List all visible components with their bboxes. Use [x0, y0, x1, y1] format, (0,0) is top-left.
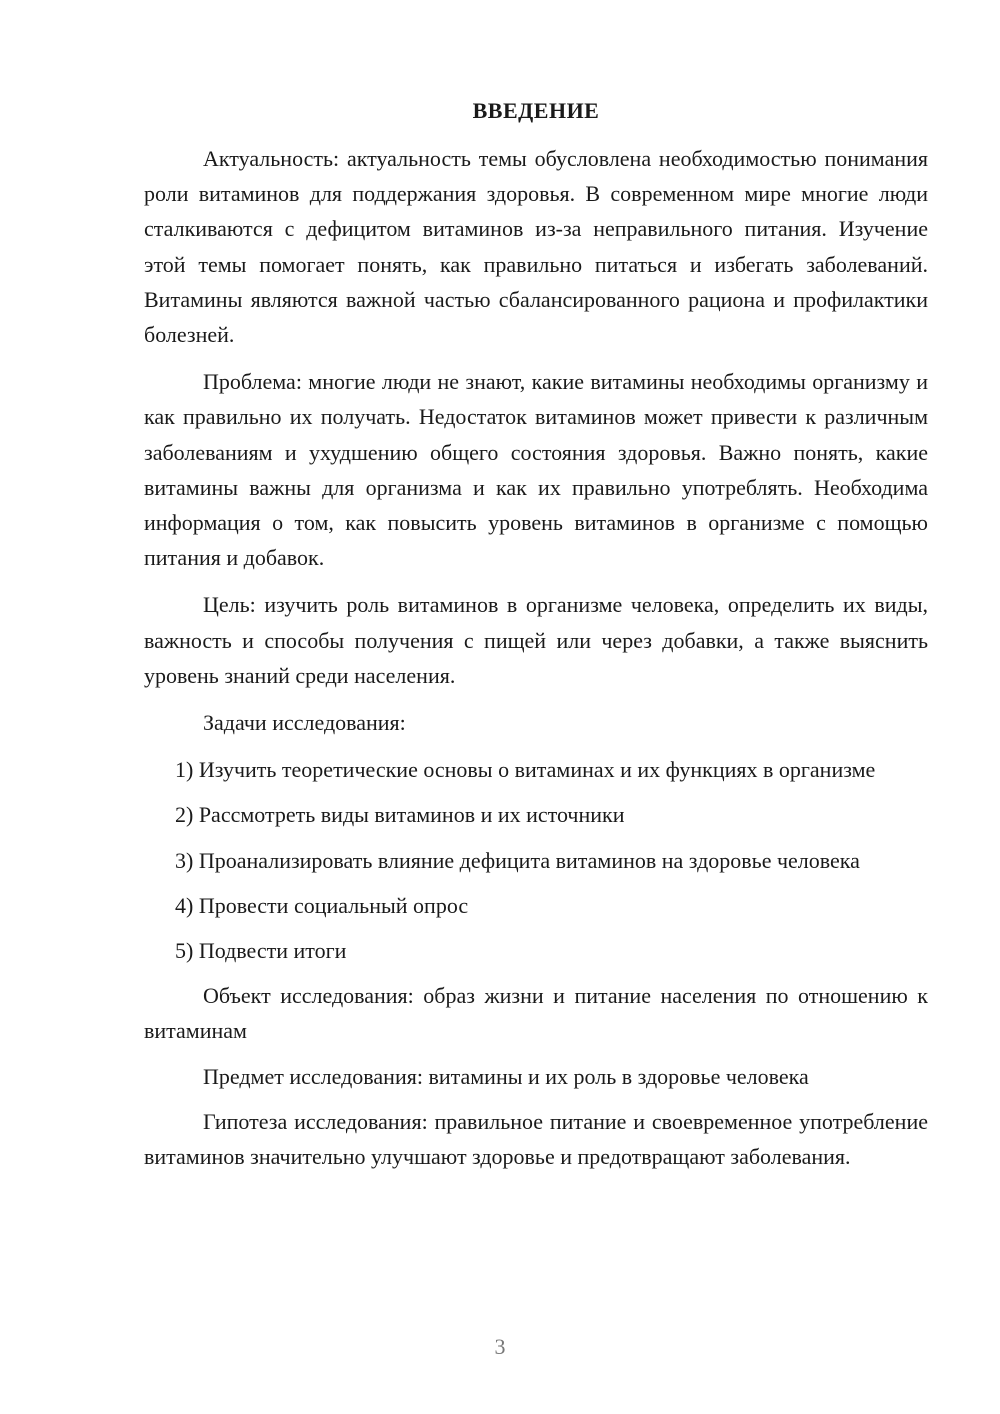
task-item: 5) Подвести итоги	[175, 938, 347, 964]
section-title: ВВЕДЕНИЕ	[472, 98, 600, 123]
object-paragraph: Объект исследования: образ жизни и питание населения по отношению к витаминам	[144, 983, 928, 1044]
task-item: 3) Проанализировать влияние дефицита витаминов на здоровье человека	[175, 847, 860, 873]
task-item: 4) Провести социальный опрос	[175, 892, 469, 918]
tasks-heading: Задачи исследования:	[203, 710, 406, 736]
problem-paragraph: Проблема: многие люди не знают, какие витамины необходимы организму и как правильно их получать. Недостаток витаминов может привести к различным заболеваниям и ухудшению общего состояния здоровья. Важно понять, какие витамины важны для организма и как их правильно употреблять. Необходима информация о том, как повысить уровень витаминов в организме с помощью питания и добавок.	[144, 369, 928, 571]
hypothesis-paragraph: Гипотеза исследования: правильное питание и своевременное употребление витаминов значительно улучшают здоровье и предотвращают заболевания.	[144, 1108, 928, 1170]
document-page	[144, 95, 928, 1174]
goal-paragraph: Цель: изучить роль витаминов в организме человека, определить их виды, важность и способы получения с пищей или через добавки, а также выяснить уровень знаний среди населения.	[144, 592, 928, 688]
subject-paragraph: Предмет исследования: витамины и их роль в здоровье человека	[203, 1063, 809, 1089]
tasks-list	[144, 752, 928, 968]
task-item: 1) Изучить теоретические основы о витаминах и их функциях в организме	[175, 757, 876, 783]
task-item: 2) Рассмотреть виды витаминов и их источники	[175, 802, 625, 828]
page-number: 3	[494, 1334, 506, 1359]
relevance-paragraph: Актуальность: актуальность темы обусловлена необходимостью понимания роли витаминов для поддержания здоровья. В современном мире многие люди сталкиваются с дефицитом витаминов из-за неправильного питания. Изучение этой темы помогает понять, как правильно питаться и избегать заболеваний. Витамины являются важной частью сбалансированного рациона и профилактики болезней.	[144, 146, 928, 348]
